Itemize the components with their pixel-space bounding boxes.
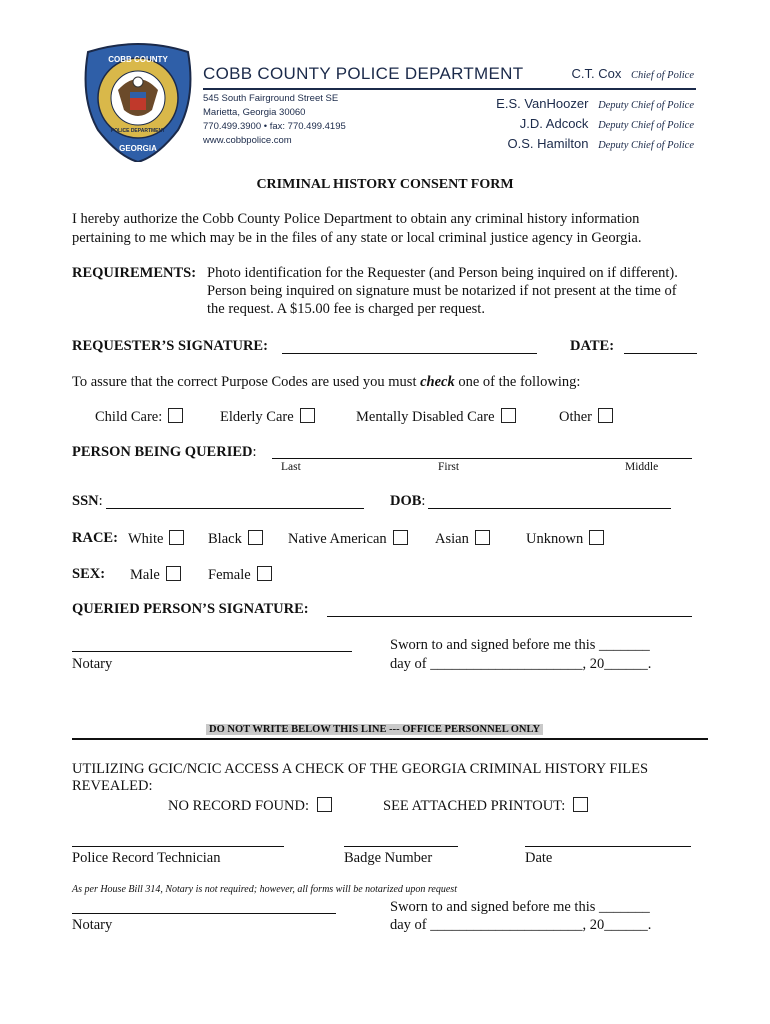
queried-signature-label: QUERIED PERSON’S SIGNATURE: <box>72 601 309 617</box>
ssn-field[interactable] <box>106 508 364 509</box>
race-label: RACE: <box>72 530 118 546</box>
race-white[interactable]: White <box>128 530 184 548</box>
logo-top-text: COBB COUNTY <box>108 55 168 64</box>
see-attached-printout[interactable]: SEE ATTACHED PRINTOUT: <box>383 797 588 815</box>
requester-signature-field[interactable] <box>282 353 537 354</box>
gcic-line2: REVEALED: <box>72 778 153 794</box>
office-only-banner: DO NOT WRITE BELOW THIS LINE --- OFFICE PERSONNEL ONLY <box>206 724 543 735</box>
race-unknown[interactable]: Unknown <box>526 530 604 548</box>
name-first-caption: First <box>438 461 460 473</box>
purpose-child-care[interactable] <box>95 408 183 426</box>
purpose-option-label: Elderly Care <box>220 409 294 425</box>
intro-line2: pertaining to me which may be in the files of any state or local criminal justice agency in Georgia. <box>72 230 642 246</box>
race-native-american[interactable]: Native American <box>288 530 408 548</box>
race-unknown-checkbox[interactable] <box>589 530 604 545</box>
dob-field[interactable] <box>428 508 671 509</box>
address-line1: 545 South Fairground Street SE <box>203 93 339 104</box>
sex-male-checkbox[interactable] <box>166 566 181 581</box>
elderly-care-checkbox[interactable] <box>300 408 315 423</box>
notary-signature-field[interactable] <box>72 651 352 652</box>
technician-field[interactable] <box>72 846 284 847</box>
department-logo <box>78 38 198 162</box>
date2-label: Date <box>525 850 553 866</box>
notary2-label: Notary <box>72 917 113 933</box>
house-bill-note: As per House Bill 314, Notary is not required; however, all forms will be notarized upon request <box>72 884 457 895</box>
race-asian-checkbox[interactable] <box>475 530 490 545</box>
address-block <box>203 92 346 148</box>
notary2-signature-field[interactable] <box>72 913 336 914</box>
badge-number-field[interactable] <box>344 846 458 847</box>
sworn2-line2: day of _____________________, 20______. <box>390 917 652 933</box>
purpose-mentally-disabled[interactable] <box>356 408 516 426</box>
logo-bottom-text: GEORGIA <box>119 144 157 153</box>
child-care-checkbox[interactable] <box>168 408 183 423</box>
requirements-line2: Person being inquired on signature must be notarized if not present at the time of <box>207 283 677 299</box>
person-name-field[interactable] <box>272 458 692 459</box>
official-name: C.T. Cox <box>571 66 622 81</box>
official-name: E.S. VanHoozer <box>496 96 589 111</box>
sex-male[interactable]: Male <box>130 566 181 584</box>
sex-label: SEX: <box>72 566 106 582</box>
name-middle-caption: Middle <box>625 461 659 473</box>
header-rule <box>203 88 696 90</box>
requester-signature-label: REQUESTER’S SIGNATURE: <box>72 338 268 354</box>
badge-number-label: Badge Number <box>344 850 433 866</box>
intro-line1: I hereby authorize the Cobb County Police Department to obtain any criminal history information <box>72 211 640 227</box>
mentally-disabled-checkbox[interactable] <box>501 408 516 423</box>
race-black-checkbox[interactable] <box>248 530 263 545</box>
technician-label: Police Record Technician <box>72 850 221 866</box>
no-record-found[interactable]: NO RECORD FOUND: <box>168 797 332 815</box>
official-name: O.S. Hamilton <box>507 136 589 151</box>
phone-fax: 770.499.3900 • fax: 770.499.4195 <box>203 121 346 132</box>
sworn-line2: day of _____________________, 20______. <box>390 656 652 672</box>
official-title: Deputy Chief of Police <box>598 120 694 131</box>
name-last-caption: Last <box>281 461 301 473</box>
purpose-pre: To assure that the correct Purpose Codes are used you must <box>72 374 421 390</box>
sex-female[interactable]: Female <box>208 566 272 584</box>
purpose-option-label: Mentally Disabled Care <box>356 409 495 425</box>
date2-field[interactable] <box>525 846 691 847</box>
person-queried-label: PERSON BEING QUERIED: <box>72 444 257 460</box>
official-title: Deputy Chief of Police <box>598 140 694 151</box>
purpose-instruction <box>72 374 580 391</box>
gcic-line1: UTILIZING GCIC/NCIC ACCESS A CHECK OF THE GEORGIA CRIMINAL HISTORY FILES <box>72 761 649 777</box>
sex-female-checkbox[interactable] <box>257 566 272 581</box>
official-name: J.D. Adcock <box>519 116 589 131</box>
purpose-option-label: Other <box>559 409 593 425</box>
sworn2-line1: Sworn to and signed before me this _______ <box>390 899 650 915</box>
official-title: Deputy Chief of Police <box>598 100 694 111</box>
dob-label: DOB: <box>390 493 426 509</box>
office-divider <box>72 738 708 740</box>
purpose-elderly-care[interactable] <box>220 408 315 426</box>
race-white-checkbox[interactable] <box>169 530 184 545</box>
department-name: COBB COUNTY POLICE DEPARTMENT <box>203 64 524 83</box>
date-label: DATE: <box>570 338 615 354</box>
form-title: CRIMINAL HISTORY CONSENT FORM <box>256 177 514 192</box>
no-record-checkbox[interactable] <box>317 797 332 812</box>
sworn-line1: Sworn to and signed before me this _______ <box>390 637 650 653</box>
purpose-option-label: Child Care: <box>95 409 163 425</box>
website: www.cobbpolice.com <box>203 135 292 146</box>
requirements-line1: Photo identification for the Requester (and Person being inquired on if different). <box>207 265 678 281</box>
address-line2: Marietta, Georgia 30060 <box>203 107 306 118</box>
logo-band-text: POLICE DEPARTMENT <box>110 128 166 134</box>
requirements-label: REQUIREMENTS: <box>72 265 197 281</box>
race-native-american-checkbox[interactable] <box>393 530 408 545</box>
see-attached-checkbox[interactable] <box>573 797 588 812</box>
ssn-label: SSN: <box>72 493 103 509</box>
notary-label: Notary <box>72 656 113 672</box>
chief-line <box>572 66 694 83</box>
purpose-other[interactable] <box>559 408 613 426</box>
deputies-block <box>496 95 694 155</box>
purpose-emph: check <box>420 374 455 390</box>
date-field[interactable] <box>624 353 697 354</box>
other-checkbox[interactable] <box>598 408 613 423</box>
race-black[interactable]: Black <box>208 530 263 548</box>
race-asian[interactable]: Asian <box>435 530 490 548</box>
purpose-post: one of the following: <box>454 374 581 390</box>
queried-signature-field[interactable] <box>327 616 692 617</box>
official-title: Chief of Police <box>631 70 694 81</box>
requirements-line3: the request. A $15.00 fee is charged per request. <box>207 301 485 317</box>
